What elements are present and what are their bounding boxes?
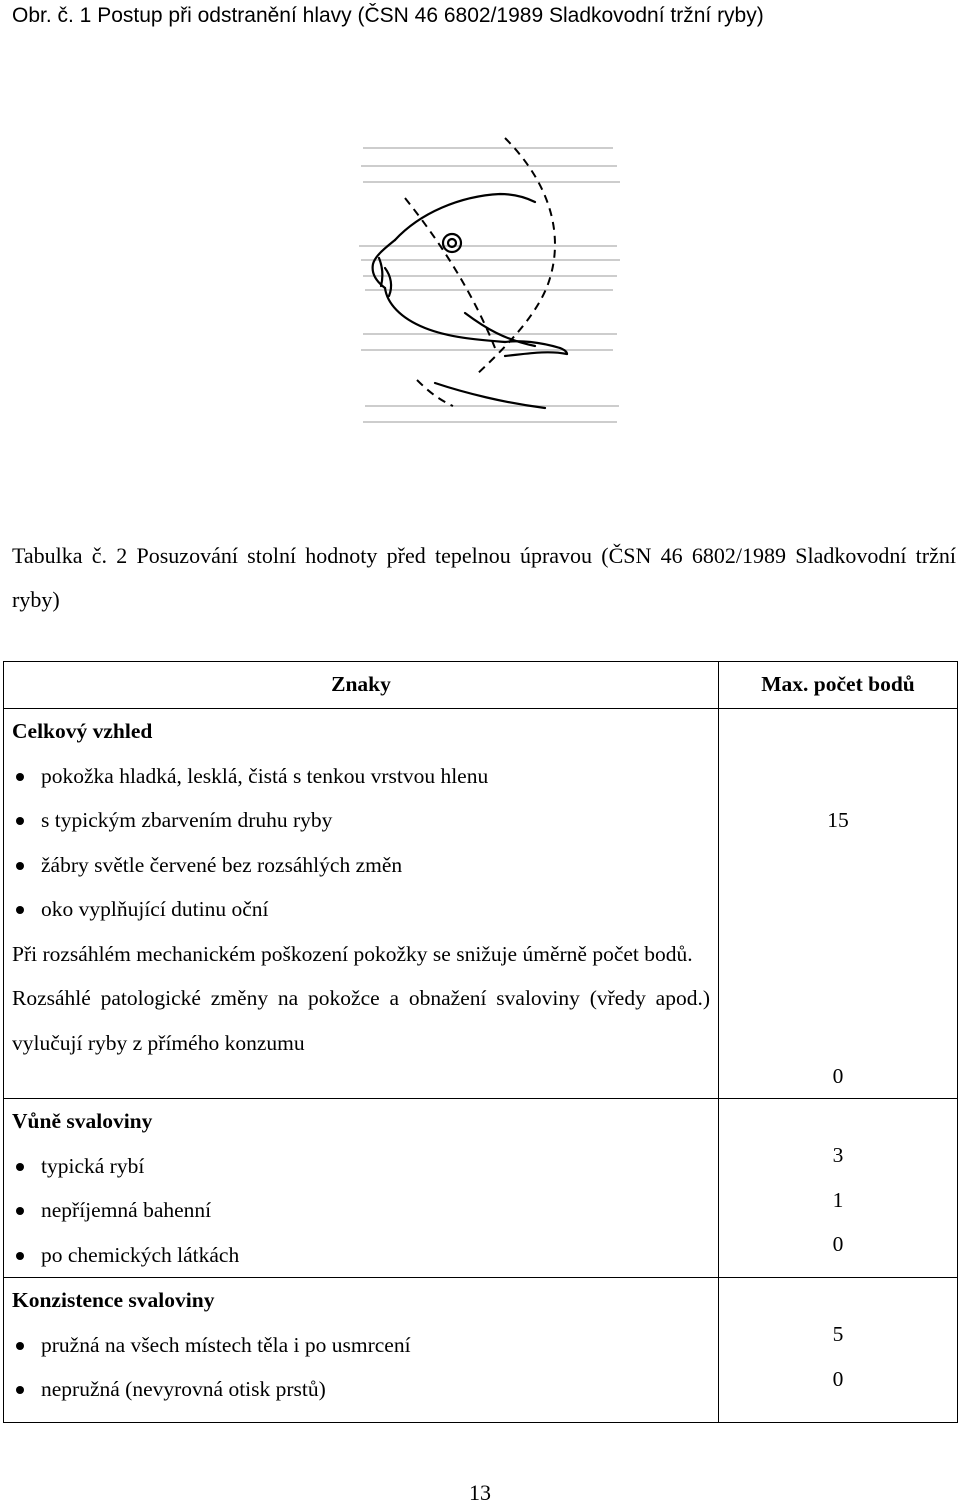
points-value: 5	[832, 1322, 844, 1346]
table-caption: Tabulka č. 2 Posuzování stolní hodnoty před tepelnou úpravou (ČSN 46 6802/1989 Sladkovodní tržní ryby)	[12, 543, 956, 612]
points-value: 0	[832, 1063, 844, 1088]
section-celkovy-vzhled	[4, 709, 719, 1099]
table-row	[4, 709, 958, 1099]
evaluation-table	[3, 661, 958, 1423]
list-item: nepružná (nevyrovná otisk prstů)	[4, 1367, 718, 1412]
list-item: pokožka hladká, lesklá, čistá s tenkou vrstvou hlenu	[4, 754, 718, 799]
list-item: typická rybí	[4, 1144, 718, 1189]
section-title: Celkový vzhled	[12, 719, 153, 743]
list-item: žábry světle červené bez rozsáhlých změn	[4, 843, 718, 888]
header-max-points: Max. počet bodů	[719, 662, 958, 709]
bullet-list	[4, 1323, 718, 1412]
list-item: po chemických látkách	[4, 1233, 718, 1278]
fish-head-drawing-icon	[355, 118, 630, 438]
list-item: oko vyplňující dutinu oční	[4, 887, 718, 932]
points-cell	[719, 1099, 958, 1278]
points-value: 1	[832, 1187, 844, 1212]
bullet-list	[4, 754, 718, 932]
list-item: pružná na všech místech těla i po usmrcení	[4, 1323, 718, 1368]
page-number: 13	[469, 1480, 491, 1505]
table-row	[4, 1278, 958, 1423]
table-header-row	[4, 662, 958, 709]
header-znaky: Znaky	[4, 662, 719, 709]
figure-caption: Obr. č. 1 Postup při odstranění hlavy (ČSN 46 6802/1989 Sladkovodní tržní ryby)	[12, 4, 764, 27]
bullet-list	[4, 1144, 718, 1278]
points-value: 0	[832, 1366, 844, 1391]
section-konzistence-svaloviny	[4, 1278, 719, 1423]
points-value: 15	[827, 808, 849, 832]
points-value: 3	[832, 1143, 844, 1167]
list-item: nepříjemná bahenní	[4, 1188, 718, 1233]
list-item: s typickým zbarvením druhu ryby	[4, 798, 718, 843]
points-cell	[719, 709, 958, 1099]
table-row	[4, 1099, 958, 1278]
points-value: 0	[832, 1232, 844, 1256]
points-cell	[719, 1278, 958, 1423]
note-pathology: Rozsáhlé patologické změny na pokožce a obnažení svaloviny (vředy apod.) vylučují ryby z přímého konzumu	[12, 986, 710, 1055]
figure-fish-head	[355, 118, 630, 438]
note-damage: Při rozsáhlém mechanickém poškození pokožky se snižuje úměrně počet bodů.	[12, 941, 693, 966]
section-title: Vůně svaloviny	[12, 1109, 153, 1133]
section-title: Konzistence svaloviny	[12, 1288, 215, 1312]
section-vune-svaloviny	[4, 1099, 719, 1278]
